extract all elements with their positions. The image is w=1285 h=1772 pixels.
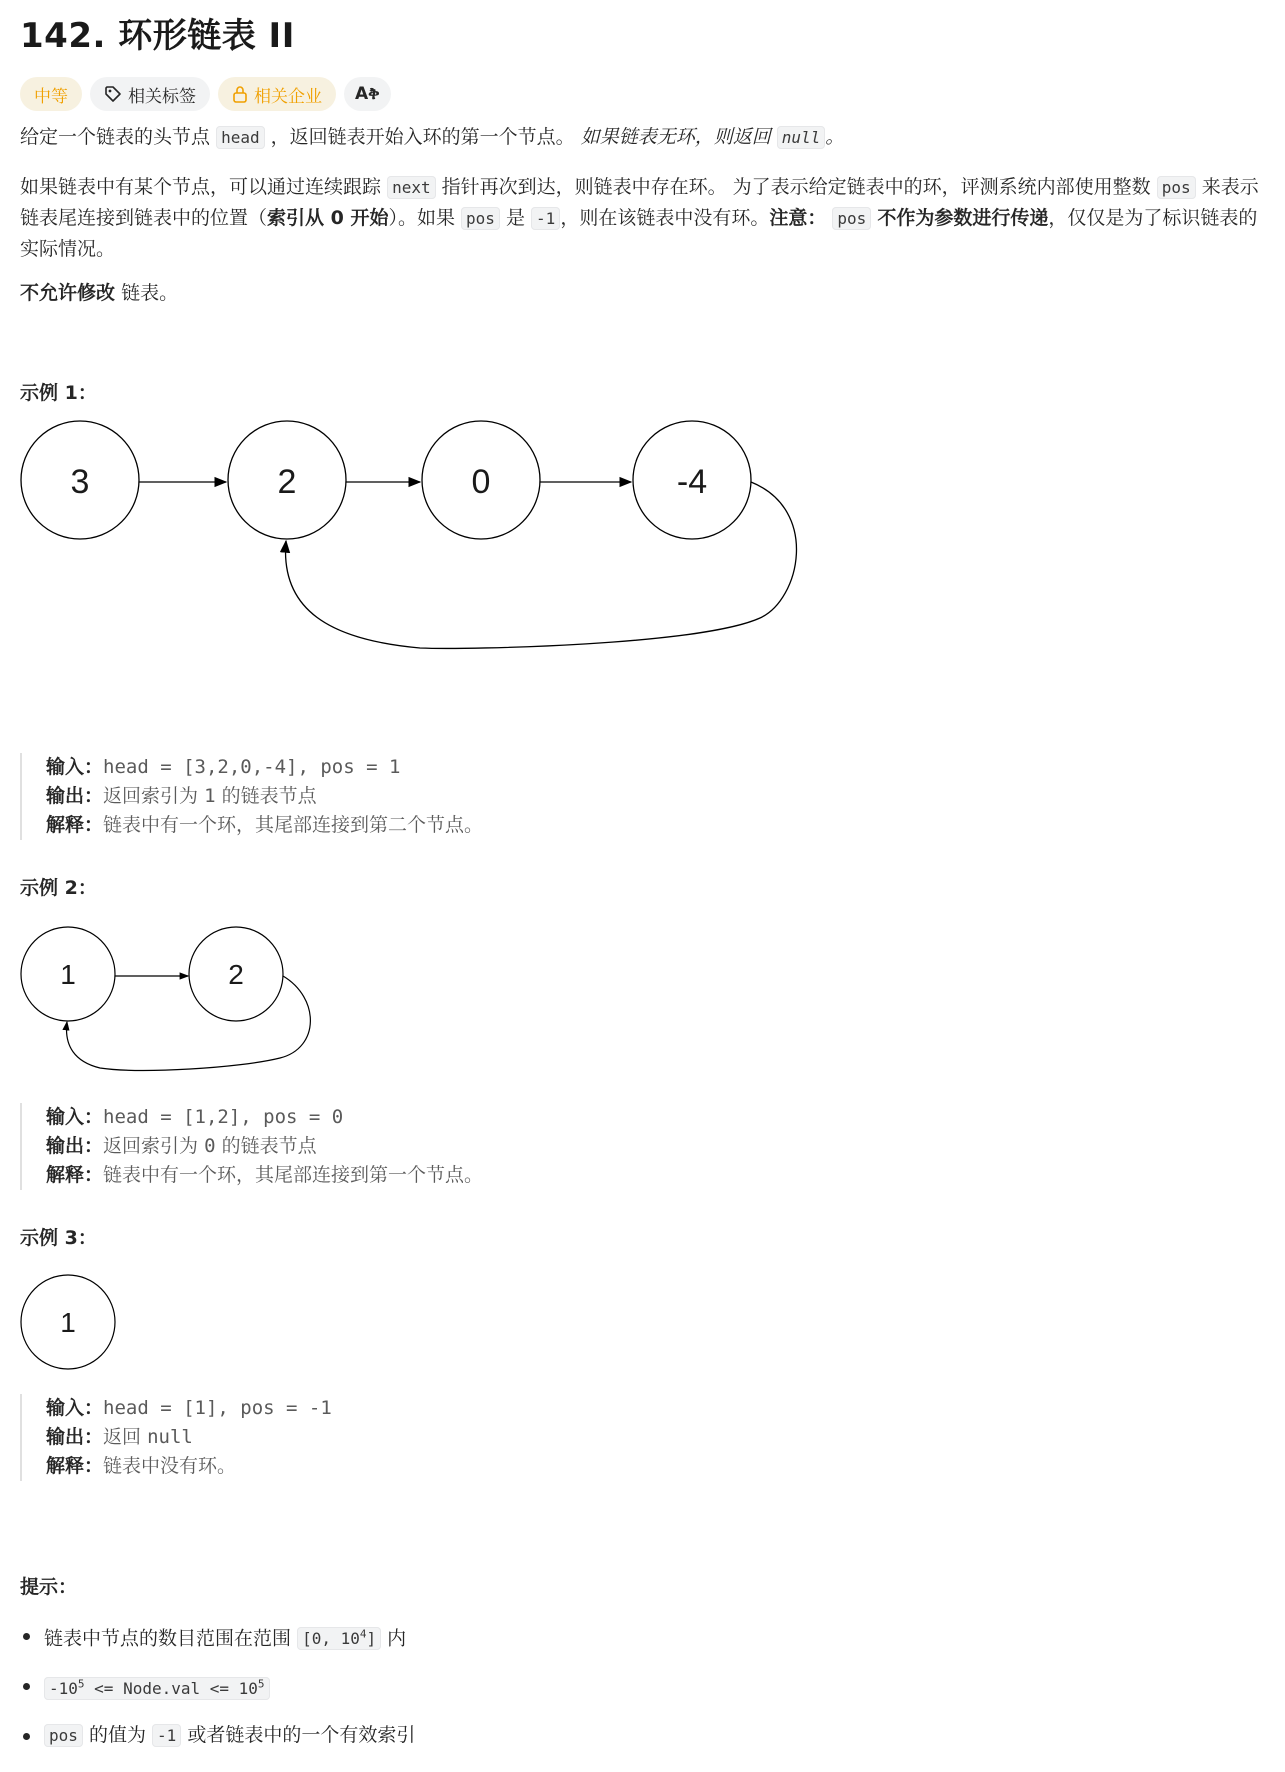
related-tags-label: 相关标签 [128,86,196,107]
text: ，则在该链表中没有环。 [560,207,770,229]
example-2-diagram [0,918,360,1098]
text: 指针再次到达，则链表中存在环。 为了表示给定链表中的环，评测系统内部使用整数 [441,176,1151,198]
text: 。 [825,126,845,148]
text: 链表。 [121,282,179,304]
text: 如果链表中有某个节点，可以通过连续跟踪 [20,176,382,198]
bold-text: 不作为参数进行传递 [877,207,1049,229]
node-value: 2 [277,463,297,501]
output-label: 输出： [46,1426,104,1448]
hint-item [20,1622,415,1672]
node-value: 1 [60,1307,76,1338]
example-3-heading: 示例 3： [20,1227,97,1249]
input-value: head = [3,2,0,-4], pos = 1 [103,756,401,778]
inline-code [44,1677,270,1700]
superscript: 5 [257,1678,265,1691]
related-companies-button[interactable] [218,77,336,111]
output-text: 返回索引为 [103,1135,199,1157]
output-text: 返回 [103,1426,142,1448]
node-value: -4 [676,463,708,501]
tag-icon [104,85,122,103]
explain-label: 解释： [46,1164,104,1186]
inline-code-null: null [777,126,826,149]
explain-text: 链表中有一个环，其尾部连接到第一个节点。 [103,1164,484,1186]
bold-text: 不允许修改 [20,282,116,304]
inline-code-pos: pos [461,207,500,230]
example-3-diagram [0,1270,140,1380]
explain-text: 链表中没有环。 [103,1455,237,1477]
hints-heading: 提示： [20,1576,78,1598]
input-label: 输入： [46,1106,104,1128]
example-1-diagram [0,420,820,660]
hint-item [20,1672,415,1722]
text: 来表示链表尾连接到链表中的位置（ [20,176,1259,229]
description-paragraph-3 [20,278,1261,309]
lock-icon [232,85,248,103]
text: 的值为 [88,1724,146,1746]
node-value: 0 [471,463,491,501]
description-paragraph-1 [20,122,1261,153]
inline-code [297,1627,381,1650]
text: ，返回链表开始入环的第一个节点。 [270,126,575,148]
related-tags-button[interactable] [90,77,210,111]
text: ，仅仅是为了标识链表的实际情况。 [20,207,1258,260]
explain-label: 解释： [46,1455,104,1477]
example-2-heading: 示例 2： [20,877,97,899]
inline-code-pos: pos [832,207,871,230]
output-label: 输出： [46,785,104,807]
related-companies-label: 相关企业 [254,86,322,107]
code-text: -10 [49,1679,78,1699]
output-code: null [147,1426,193,1448]
explain-text: 链表中有一个环，其尾部连接到第二个节点。 [103,814,484,836]
translate-button[interactable] [344,77,391,111]
text: 内 [387,1627,407,1650]
translate-icon: Aቅ [355,84,380,104]
inline-code-pos: pos [1157,176,1196,199]
output-text: 的链表节点 [221,1135,317,1157]
input-label: 输入： [46,756,104,778]
explain-label: 解释： [46,814,104,836]
superscript: 4 [359,1628,367,1641]
text: 给定一个链表的头节点 [20,126,211,148]
hint-item [20,1722,415,1772]
problem-title: 142. 环形链表 II [20,16,295,56]
inline-code-head: head [216,126,265,149]
node-value: 3 [70,463,90,501]
output-text: 的链表节点 [221,785,317,807]
input-label: 输入： [46,1397,104,1419]
inline-code-neg-one: -1 [531,207,560,230]
input-value: head = [1], pos = -1 [103,1397,332,1419]
output-code: 0 [204,1135,216,1157]
node-value: 2 [228,959,244,990]
tag-bar [20,77,391,111]
node-value: 1 [60,959,76,990]
text: 或者链表中的一个有效索引 [187,1724,416,1746]
code-text: <= Node.val <= 10 [84,1679,258,1699]
output-code: 1 [204,785,216,807]
example-1-block [20,753,483,840]
text: 是 [505,207,525,229]
bold-text: 索引从 0 开始 [267,207,389,229]
emphasis-text: 如果链表无环，则返回 [580,126,771,148]
inline-code-neg-one: -1 [152,1724,181,1747]
difficulty-badge[interactable] [20,77,82,111]
example-2-block [20,1103,483,1190]
text: 链表中节点的数目范围在范围 [44,1627,292,1650]
inline-code-next: next [387,176,436,199]
superscript: 5 [77,1678,85,1691]
code-text: ] [366,1629,377,1649]
text: ）。如果 [388,207,455,229]
description-paragraph-2 [20,172,1261,265]
input-value: head = [1,2], pos = 0 [103,1106,344,1128]
code-text: [0, 10 [302,1629,360,1649]
bold-text: 注意： [769,207,827,229]
output-label: 输出： [46,1135,104,1157]
inline-code-pos: pos [44,1724,83,1747]
example-1-heading: 示例 1： [20,382,97,404]
example-3-block [20,1394,332,1481]
difficulty-label: 中等 [34,86,68,107]
output-text: 返回索引为 [103,785,199,807]
